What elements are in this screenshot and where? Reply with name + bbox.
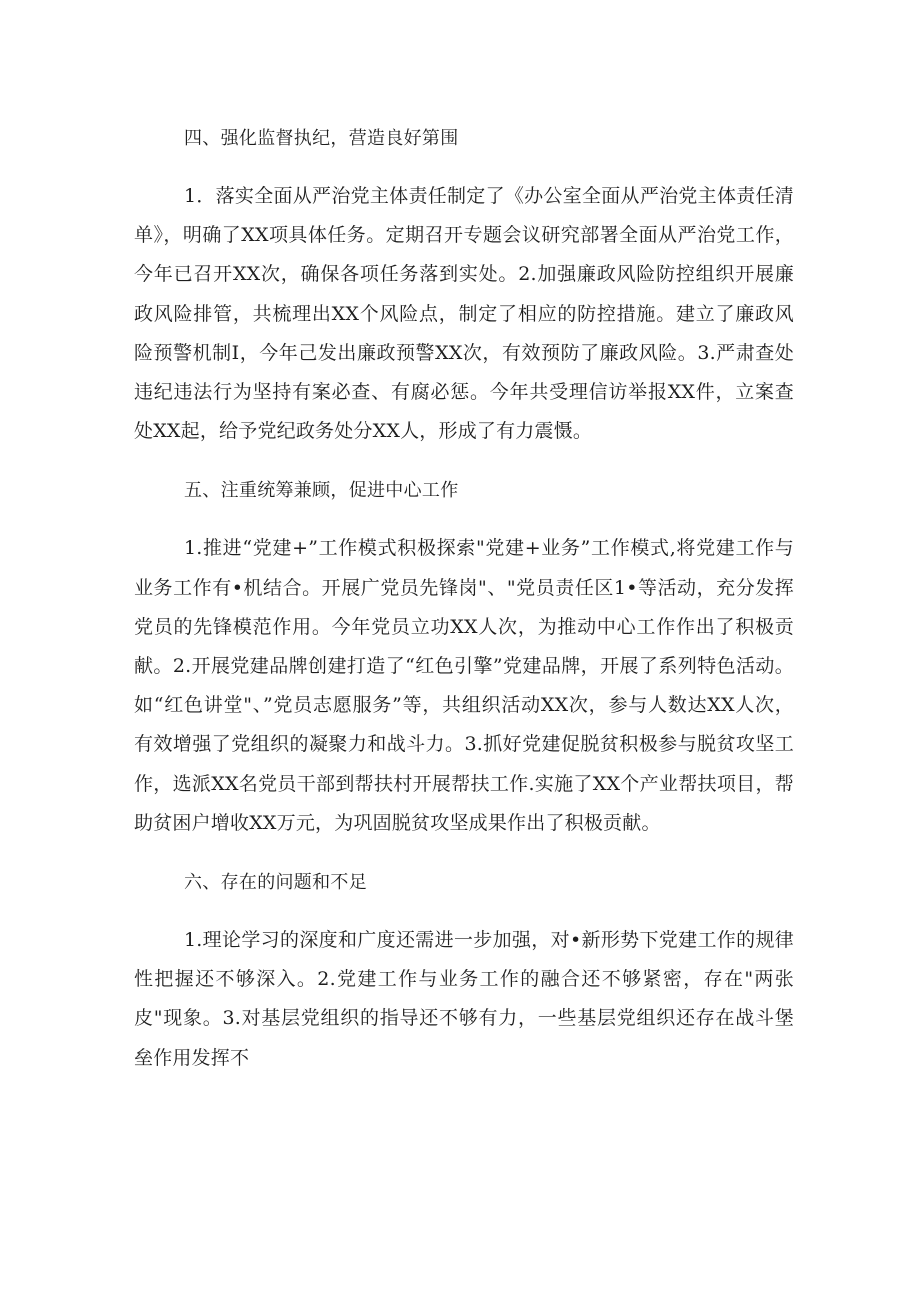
document-body	[134, 120, 794, 1099]
section-heading-4: 四、强化监督执纪，营造良好第围	[184, 128, 459, 149]
section-heading-5: 五、注重统筹兼顾，促进中心工作	[184, 480, 459, 502]
section-paragraph-6: 1.理论学习的深度和广度还需进一步加强，对•新形势下党建工作的规律性把握还不够深入。2.党建工作与业务工作的融合还不够紧密，存在"两张皮"现象。3.对基层党组织的指导还不够有力，一些基层党组织还存在战斗堡垒作用发挥不	[134, 929, 794, 1069]
section-paragraph-4: 1．落实全面从严治党主体责任制定了《办公室全面从严治党主体责任清单》，明确了XX项具体任务。定期召开专题会议研究部署全面从严治党工作，今年已召开XX次，确保各项任务落到实处。2.加强廉政风险防控组织开展廉政风险排管，共梳理出XX个风险点，制定了相应的防控措施。建立了廉政风险预警机制I，今年己发出廉政预警XX次，有效预防了廉政风险。3.严肃查处违纪违法行为坚持有案必查、有腐必惩。今年共受理信访举报XX件，立案查处XX起，给予党纪政务处分XX人，形成了有力震慑。	[134, 185, 794, 443]
section-paragraph-5: 1.推进“党建+”工作模式积极探索"党建+业务”工作模式,将党建工作与业务工作有•机结合。开展广党员先锋岗"、"党员责任区1•等活动，充分发挥党员的先锋模范作用。今年党员立功XX人次，为推动中心工作作出了积极贡献。2.开展党建品牌创建打造了“红色引擎”党建品牌，开展了系列特色活动。如“红色讲堂"、”党员志愿服务”等，共组织活动XX次，参与人数达XX人次，有效增强了党组织的凝聚力和战斗力。3.抓好党建促脱贫积极参与脱贫攻坚工作，选派XX名党员干部到帮扶村开展帮扶工作.实施了XX个产业帮扶项目，帮助贫困户增收XX万元，为巩固脱贫攻坚成果作出了积极贡献。	[134, 537, 794, 834]
section-heading-6: 六、存在的问题和不足	[184, 872, 367, 894]
